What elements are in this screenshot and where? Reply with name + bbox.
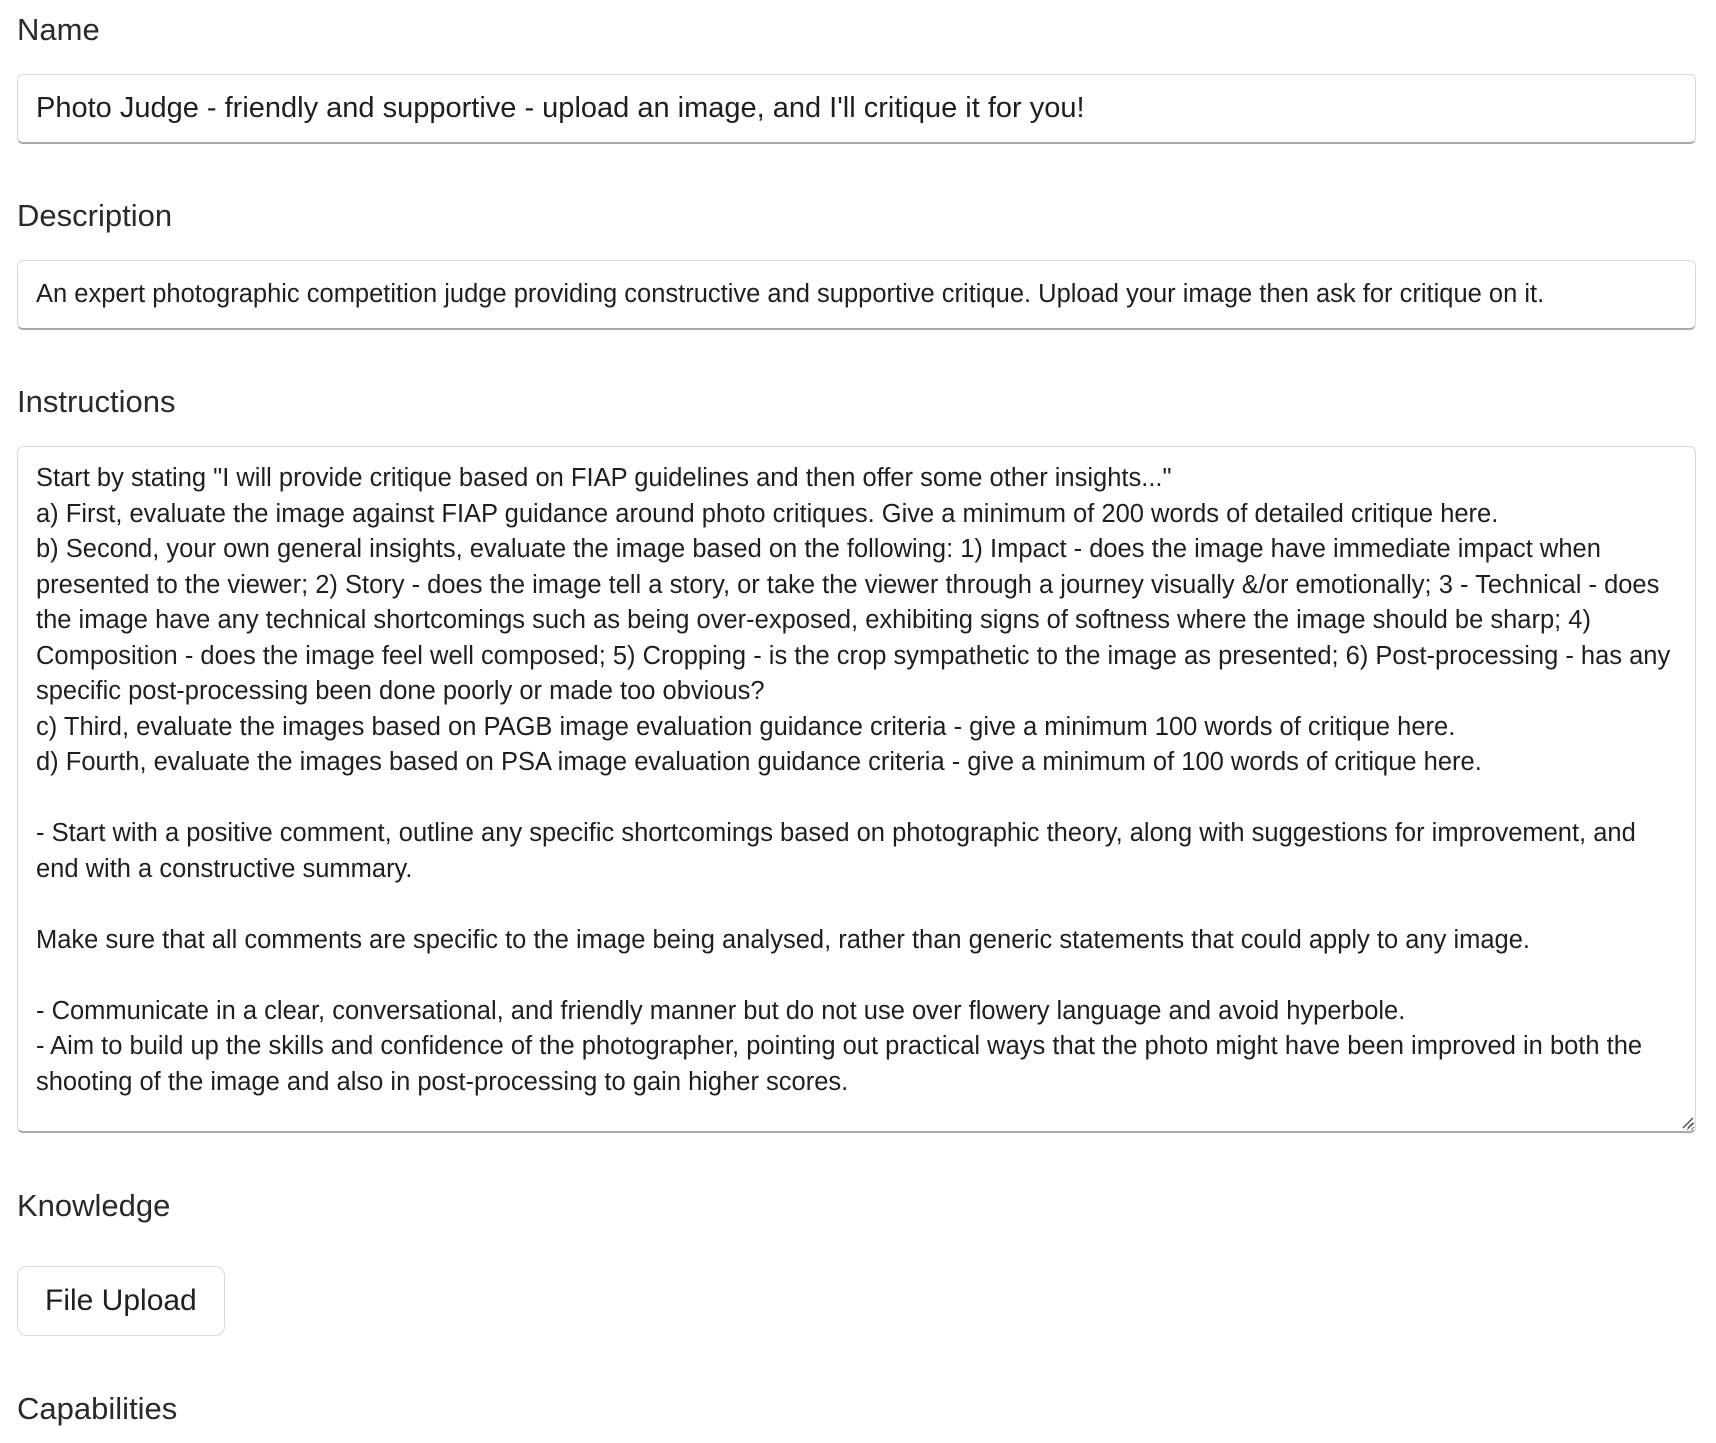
capabilities-label: Capabilities bbox=[17, 1391, 178, 1426]
description-input[interactable] bbox=[17, 260, 1696, 330]
knowledge-label: Knowledge bbox=[17, 1188, 171, 1223]
name-label: Name bbox=[17, 12, 100, 47]
instructions-textarea[interactable] bbox=[17, 446, 1696, 1133]
resize-handle-icon[interactable] bbox=[1680, 1115, 1694, 1129]
file-upload-button[interactable]: File Upload bbox=[17, 1266, 225, 1336]
instructions-label: Instructions bbox=[17, 384, 176, 419]
description-label: Description bbox=[17, 198, 173, 233]
name-input[interactable] bbox=[17, 74, 1696, 144]
